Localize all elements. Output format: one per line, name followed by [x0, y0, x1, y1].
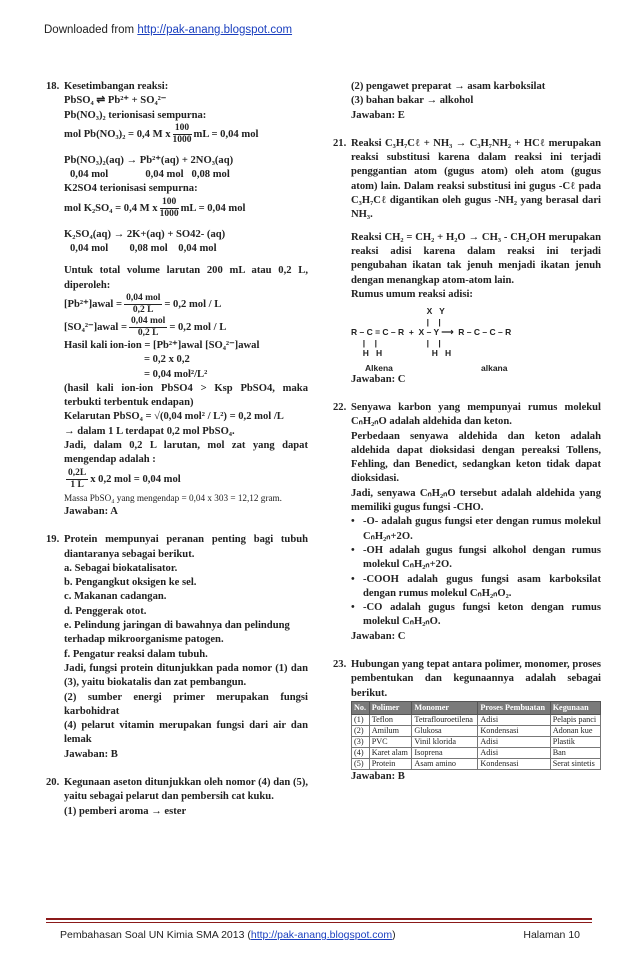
table-header: Proses Pembuatan	[478, 701, 550, 714]
table-row: (5) Protein Asam amino Kondensasi Serat sintetis	[352, 758, 601, 769]
list-item: d. Penggerak otot.	[64, 605, 147, 617]
table-header: Monomer	[412, 701, 478, 714]
addition-reaction-scheme: X Y | | R – C = C – R + X – Y ⟶ R – C – C – R | | | | H H H H	[351, 306, 512, 359]
scheme-labels	[333, 361, 601, 373]
functional-group-list	[333, 515, 601, 629]
footer-rule	[46, 918, 592, 920]
table-row: (1) Teflon Tetraflouroetilena Adisi Pelapis panci	[352, 714, 601, 725]
list-item: f. Pengatur reaksi dalam tubuh.	[64, 648, 208, 660]
header-link[interactable]: http://pak-anang.blogspot.com	[137, 24, 293, 36]
list-item: b. Pengangkut oksigen ke sel.	[64, 577, 197, 589]
list-item: • -CO adalah gugus fungsi keton dengan rumus molekul CₙH₂ₙO.	[333, 601, 601, 630]
question-23: 23. Hubungan yang tepat antara polimer, monomer, proses pembentukan dan kegunaannya adalah sebagai berikut.	[333, 659, 601, 699]
alkana-label: alkana	[481, 362, 508, 373]
question-22: 22. Senyawa karbon yang mempunyai rumus molekul CₙH₂ₙO adalah aldehida dan keton. Perbedaan senyawa aldehida dan keton adalah aldehida dapat dioksidasi dengan pereaksi Tollens, Fehling, dan Benedict, sedangkan keton tidak dapat dioksidasi. Jadi, senyawa CₙH₂ₙO tersebut adalah aldehida yang memiliki gugus fungsi -CHO.	[333, 401, 601, 514]
fraction: $\frac{100}{1000}$	[172, 122, 192, 145]
list-item: e. Pelindung jaringan di bawahnya dan pelindung terhadap mikroorganisme patogen.	[64, 620, 290, 646]
fraction: $\frac{\text{0,04 mol}}{0,2 L}$	[131, 315, 166, 338]
table-row: (3) PVC Vinil klorida Adisi Plastik	[352, 736, 601, 747]
page-number: Halaman 10	[523, 929, 580, 941]
question-20: 20. Kegunaan aseton ditunjukkan oleh nomor (4) dan (5), yaitu sebagai pelarut dan pembersih cat kuku. (1) pemberi aroma → ester	[46, 776, 308, 817]
fraction: $\frac{100}{1000}$	[159, 196, 179, 219]
question-18: 18. Kesetimbangan reaksi: PbSO₄ ⇌ Pb²⁺ + SO₄²⁻ Pb(NO₃)₂ terionisasi sempurna: mol Pb(NO₃)₂ = 0,4 M x $\frac{100}{1000}$ mL = 0,04 mol Pb(NO₃)₂(aq) → Pb²⁺(aq) + 2NO₃(aq) 0,04 mol 0,04 mol 0,08 mol K2SO4 terionisasi sempurna: mol K₂SO₄ = 0,4 M x $\frac{100}{1000}$ mL = 0,04 mol K₂SO₄(aq) → 2K+(aq) + SO42- (aq) 0,04 mol 0,08 mol 0,04 mol Untuk total volume larutan 200 mL atau 0,2 L, diperoleh: [Pb²⁺]awal = $\frac{\text{0,04 mol}}{0,2 L}$ = 0,2 mol / L [SO₄²⁻]awal = $\frac{\text{0,04 mol}}{0,2 L}$ = 0,2 mol / L Hasil kali ion-ion = [Pb²⁺]awal [SO₄²⁻]awal = 0,2 x 0,2 = 0,04 mol²/L² (hasil kali ion-ion PbSO4 > Ksp PbSO4, maka terbukti terbentuk endapan) Kelarutan PbSO₄ = √(0,04 mol² / L²) = 0,2 mol /L → dalam 1 L terdapat 0,2 mol PbSO₄. Jadi, dalam 0,2 L larutan, mol zat yang dapat mengendap adalah : $\frac{0,2L}{1 L}$ x 0,2 mol = 0,04 mol Massa PbSO₄ yang mengendap = 0,04 x 303 = 12,12 gram. Jawaban: A	[46, 81, 308, 517]
fraction: $\frac{0,2L}{1 L}$	[68, 467, 87, 490]
list-item: c. Makanan cadangan.	[64, 591, 167, 603]
table-header: Kegunaan	[550, 701, 600, 714]
alkena-label: Alkena	[365, 362, 393, 373]
table-header: Polimer	[369, 701, 412, 714]
list-item: • -COOH adalah gugus fungsi asam karboksilat dengan rumus molekul CₙH₂ₙO₂.	[333, 573, 601, 602]
question-20-continued: (2) pengawet preparat → asam karboksilat (3) bahan bakar → alkohol Jawaban: E	[351, 81, 546, 121]
download-header: Downloaded from http://pak-anang.blogspot.com	[44, 24, 293, 36]
list-item: • -OH adalah gugus fungsi alkohol dengan rumus molekul CₙH₂ₙ+2O.	[333, 544, 601, 573]
table-header: No.	[352, 701, 370, 714]
footer: Pembahasan Soal UN Kimia SMA 2013 (http://pak-anang.blogspot.com) Halaman 10	[60, 929, 580, 941]
question-21: 21. Reaksi C₃H₇Cℓ + NH₃ → C₃H₇NH₂ + HCℓ merupakan reaksi substitusi karena dalam reaksi ini terjadi penggantian atom (gugus atom) oleh atom (gugus atom) lain. Dalam reaksi substitusi ini gugus -Cℓ pada C₃H₇Cℓ digantikan oleh gugus -NH₂ yang berasal dari NH₃. Reaksi CH₂ = CH₂ + H₂O → CH₃ - CH₂OH merupakan reaksi adisi karena dalam reaksi ini terjadi pengubahan ikatan tak jenuh menjadi ikatan jenuh dengan menangkap atom-atom lain. Rumus umum reaksi adisi:	[333, 137, 601, 300]
list-item: a. Sebagai biokatalisator.	[64, 562, 178, 574]
left-column	[46, 80, 308, 819]
protein-function-list	[64, 562, 308, 662]
footer-link[interactable]: http://pak-anang.blogspot.com	[250, 929, 393, 941]
polymer-table	[351, 701, 601, 770]
fraction: $\frac{\text{0,04 mol}}{0,2 L}$	[126, 292, 161, 315]
footer-rule-thin	[46, 922, 592, 923]
table-header-row	[352, 701, 601, 714]
table-row: (4) Karet alam Isoprena Adisi Ban	[352, 747, 601, 758]
list-item: • -O- adalah gugus fungsi eter dengan rumus molekul CₙH₂ₙ+2O.	[333, 515, 601, 544]
table-row: (2) Amilum Glukosa Kondensasi Adonan kue	[352, 725, 601, 736]
right-column: (2) pengawet preparat → asam karboksilat (3) bahan bakar → alkohol Jawaban: E 21. Reaksi C₃H₇Cℓ + NH₃ → C₃H₇NH₂ + HCℓ merupakan reaksi substitusi karena dalam reaksi ini terjadi penggantian atom (gugus atom) oleh atom (gugus atom) lain. Dalam reaksi substitusi ini gugus -Cℓ pada C₃H₇Cℓ digantikan oleh gugus -NH₂ yang berasal dari NH₃. Reaksi CH₂ = CH₂ + H₂O → CH₃ - CH₂OH merupakan reaksi adisi karena dalam reaksi ini terjadi pengubahan ikatan tak jenuh menjadi ikatan jenuh dengan menangkap atom-atom lain. Rumus umum reaksi adisi: X Y | | R – C = C – R + X – Y ⟶ R – C – C – R | | | | H H H H Alkena alkana Jawaban: C 22. Senyawa karbon yang mempunyai rumus molekul CₙH₂ₙO adalah aldehida dan keton. Perbedaan senyawa aldehida dan keton adalah aldehida dapat dioksidasi dengan pereaksi Tollens, Fehling, dan Benedict, sedangkan keton tidak dapat dioksidasi. Jadi, senyawa CₙH₂ₙO tersebut adalah aldehida yang memiliki gugus fungsi -CHO. • -O- adalah gugus fungsi eter dengan rumus molekul CₙH₂ₙ+2O. • -OH adalah gugus fungsi alkohol dengan rumus molekul CₙH₂ₙ+2O. • -COOH adalah gugus fungsi asam karboksilat dengan rumus molekul CₙH₂ₙO₂. • -CO adalah gugus fungsi keton dengan rumus molekul CₙH₂ₙO. Jawaban: C 23. Hubungan yang tepat antara polimer, monomer, proses pembentukan dan kegunaannya adalah sebagai berikut. No. Polimer Monomer Proses Pembuatan Kegunaan (1) Teflon Tetraflouroetilena Adisi Pelapis panci (2) Amilum Glukosa Kondensasi Adonan kue (3) PVC Vinil klorida Adisi Plastik (4) Karet alam Isoprena Adisi Ban (5) Protein Asam amino Kondensasi Serat sintetis Jawaban: B	[333, 80, 601, 784]
question-19: 19. Protein mempunyai peranan penting bagi tubuh diantaranya sebagai berikut. a. Sebagai biokatalisator. b. Pengangkut oksigen ke sel. c. Makanan cadangan. d. Penggerak otot. e. Pelindung jaringan di bawahnya dan pelindung terhadap mikroorganisme patogen. f. Pengatur reaksi dalam tubuh. Jadi, fungsi protein ditunjukkan pada nomor (1) dan (3), yaitu biokatalis dan zat pembangun. (2) sumber energi primer merupakan fungsi karbohidrat (4) pelarut vitamin merupakan fungsi dari air dan lemak Jawaban: B	[46, 534, 308, 760]
